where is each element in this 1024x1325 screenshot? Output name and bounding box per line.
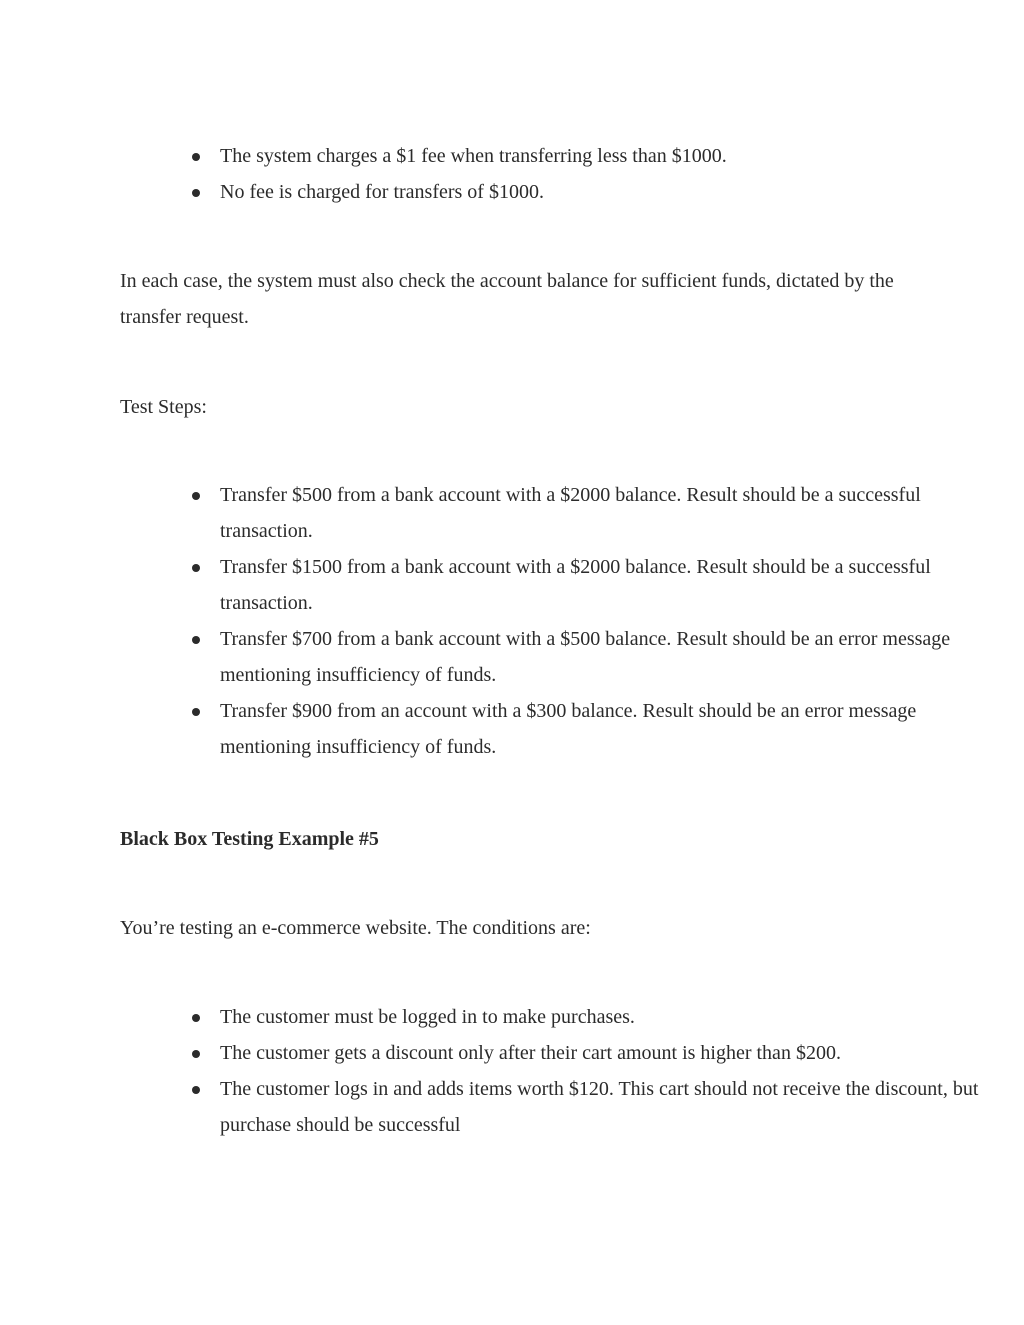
test-steps-label: Test Steps: bbox=[120, 396, 207, 418]
ecommerce-conditions-list bbox=[120, 999, 1010, 1143]
list-item: Transfer $900 from an account with a $300 balance. Result should be an error message mentioning insufficiency of funds. bbox=[220, 693, 1010, 765]
list-item: The customer gets a discount only after their cart amount is higher than $200. bbox=[220, 1035, 1010, 1071]
ecommerce-intro-paragraph: You’re testing an e-commerce website. The conditions are: bbox=[120, 917, 591, 939]
fee-conditions-list bbox=[120, 138, 1010, 210]
list-item: Transfer $500 from a bank account with a $2000 balance. Result should be a successful transaction. bbox=[220, 477, 1010, 549]
list-item: The customer must be logged in to make purchases. bbox=[220, 999, 1010, 1035]
balance-check-paragraph: In each case, the system must also check the account balance for sufficient funds, dictated by the transfer request. bbox=[120, 270, 894, 328]
list-item: Transfer $700 from a bank account with a $500 balance. Result should be an error message mentioning insufficiency of funds. bbox=[220, 621, 1010, 693]
list-item: The system charges a $1 fee when transferring less than $1000. bbox=[220, 138, 1010, 174]
list-item: The customer logs in and adds items worth $120. This cart should not receive the discount, but purchase should be successful bbox=[220, 1071, 1010, 1143]
section-heading: Black Box Testing Example #5 bbox=[120, 828, 379, 850]
list-item: No fee is charged for transfers of $1000. bbox=[220, 174, 1010, 210]
list-item: Transfer $1500 from a bank account with a $2000 balance. Result should be a successful transaction. bbox=[220, 549, 1010, 621]
test-steps-list bbox=[120, 477, 1010, 765]
